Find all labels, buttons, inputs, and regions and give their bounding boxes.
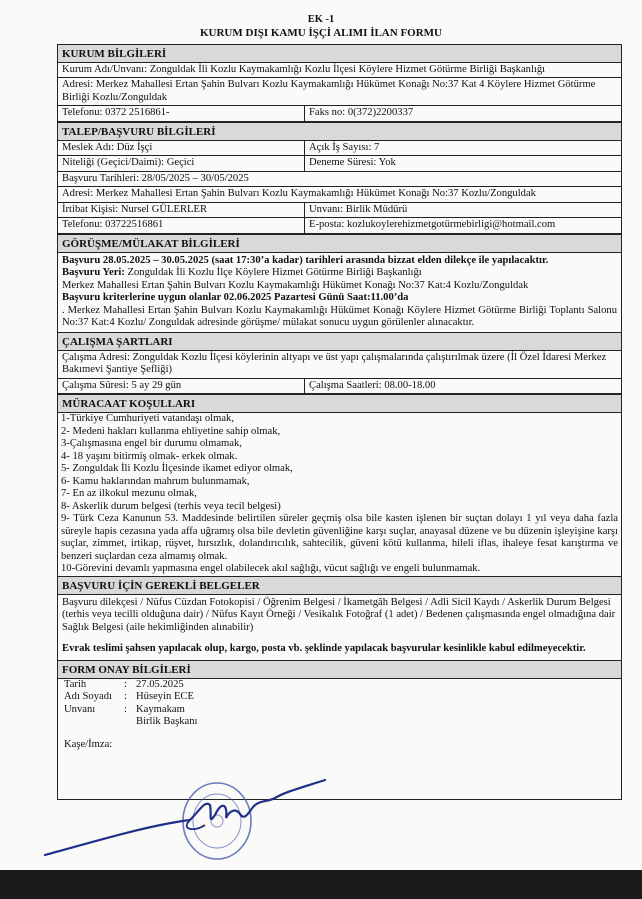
section-belgeler-heading: BAŞVURU İÇİN GEREKLİ BELGELER	[58, 576, 621, 595]
approver-title-2: Birlik Başkanı	[136, 716, 198, 728]
application-period: Başvuru 28.05.2025 – 30.05.2025 (saat 17:30’a kadar) tarihleri arasında bizzat elden dilekçe ile yapılacaktır.	[62, 254, 549, 266]
required-documents	[58, 595, 621, 660]
list-item: 8- Askerlik durum belgesi (terhis veya tecil belgesi)	[61, 500, 281, 512]
work-hours: Çalışma Saatleri: 08.00-18.00	[309, 379, 436, 391]
approver-title-1: Kaymakam	[136, 703, 185, 715]
list-item: 3-Çalışmasına engel bir durumu olmamak,	[61, 438, 242, 450]
section-gorusme-heading: GÖRÜŞME/MÜLAKAT BİLGİLERİ	[58, 234, 621, 253]
list-item: 10-Görevini devamlı yapmasına engel olabilecek akıl sağlığı, vücut sağlığı ve engeli bulunmamak.	[61, 563, 481, 575]
list-item: 4- 18 yaşını bitirmiş olmak- erkek olmak.	[61, 450, 238, 462]
date-label: Tarih	[64, 678, 87, 690]
interview-criteria: Başvuru kriterlerine uygun olanlar 02.06.2025 Pazartesi Günü Saat:11.00’da	[62, 292, 409, 304]
work-address: Çalışma Adresi: Zonguldak Kozlu İlçesi köylerinin altyapı ve üst yapı çalışmalarında çalıştırılmak üzere (İl Özel İdaresi Merkez Bakımevi Şantiye Şefliği)	[62, 351, 607, 376]
conditions-list	[58, 413, 621, 576]
list-item: 9- Türk Ceza Kanunun 53. Maddesinde belirtilen süreler geçmiş olsa bile kasten işlenen bir suçtan dolayı 1 yıl veya daha fazla süreyle hapis cezasına yada affa uğramış olsa bile devletin güvenliğine karşı suçlar, anayasal düzene ve bu düzenin işleyişine karşı suçlar, zimmet, irtikap, rüşvet, hırsızlık, dolandırıcılık, sahtecilik, güveni kötü kullanma, hileli iflas, ihaleye fesat karıştırma ve benzeri suçlardan ceza almamış olmak.	[61, 513, 618, 562]
contact-person: İrtibat Kişisi: Nursel GÜLERLER	[58, 203, 305, 218]
list-item: 1-Türkiye Cumhuriyeti vatandaşı olmak,	[61, 413, 234, 425]
list-item: 7- En az ilkokul mezunu olmak,	[61, 488, 197, 500]
signature-icon	[40, 770, 330, 865]
interview-info	[58, 253, 621, 332]
viewer-bottom-bar	[0, 870, 642, 899]
list-item: 2- Medeni hakları kullanma ehliyetine sahip olmak,	[61, 425, 281, 437]
section-onay-heading: FORM ONAY BİLGİLERİ	[58, 660, 621, 679]
open-positions: Açık İş Sayısı: 7	[309, 141, 380, 153]
application-address: Adresi: Merkez Mahallesi Ertan Şahin Bulvarı Kozlu Kaymakamlığı Hükümet Konağı No:37 Kozlu/Zonguldak	[62, 188, 536, 200]
application-place-address: Merkez Mahallesi Ertan Şahin Bulvarı Kozlu Kaymakamlığı Hükümet Konağı No:37 Kat:4 Kozlu/Zonguldak	[62, 279, 529, 291]
institution-name: Kurum Adı/Unvanı: Zonguldak İli Kozlu Kaymakamlığı Kozlu İlçesi Köylere Hizmet Götürme Birliği Başkanlığı	[62, 63, 546, 75]
trial-period: Deneme Süresi: Yok	[309, 157, 396, 169]
annex-label: EK -1	[307, 14, 335, 25]
section-kurum-heading: KURUM BİLGİLERİ	[58, 45, 621, 63]
interview-location: . Merkez Mahallesi Ertan Şahin Bulvarı Kozlu Kaymakamlığı Hükümet Konağı Köylere Hizmet Götürme Birliği Toplantı Salonu No:37 Kat:4 Kozlu/ Zonguldak adresinde görüşme/ mülakat sonucu uygun görülenler alınacaktır.	[62, 304, 617, 329]
delivery-note: Evrak teslimi şahsen yapılacak olup, kargo, posta vb. şeklinde yapılacak başvurular kesinlikle kabul edilmeyecektir.	[62, 643, 586, 655]
application-place: Başvuru Yeri: Zonguldak İli Kozlu İlçe Köylere Hizmet Götürme Birliği Başkanlığı	[62, 267, 422, 279]
institution-fax: Faks no: 0(372)2200337	[309, 107, 414, 119]
name-label: Adı Soyadı	[64, 691, 112, 703]
approver-name: Hüseyin ECE	[136, 691, 194, 703]
section-talep-heading: TALEP/BAŞVURU BİLGİLERİ	[58, 122, 621, 141]
approval-block: Tarih : 27.05.2025 Adı Soyadı : Hüseyin ECE Unvanı : Kaymakam Birlik Başkanı Kaşe/İmza:	[58, 679, 621, 799]
documents-text: Başvuru dilekçesi / Nüfus Cüzdan Fotokopisi / Öğrenim Belgesi / İkametgâh Belgesi / Adli Sicil Kaydı / Askerlik Durum Belgesi (terhis veya tecilli olduğuna dair) / Nüfus Kayıt Örneği / Vesikalık Fotoğraf (1 adet) / Bedenen çalışmasında engel olmadığına dair Sağlık Belgesi (aile hekimliğinden alınabilir)	[62, 596, 616, 633]
approval-date: 27.05.2025	[136, 678, 184, 690]
list-item: 5- Zonguldak İli Kozlu İlçesinde ikamet ediyor olmak,	[61, 463, 293, 475]
title-label: Unvanı	[64, 703, 96, 715]
application-dates: Başvuru Tarihleri: 28/05/2025 – 30/05/2025	[62, 172, 249, 184]
form-title: KURUM DIŞI KAMU İŞÇİ ALIMI İLAN FORMU	[199, 27, 442, 40]
job-title: Meslek Adı: Düz İşçi	[58, 141, 305, 156]
work-duration: Çalışma Süresi: 5 ay 29 gün	[58, 379, 305, 394]
job-nature: Niteliği (Geçici/Daimi): Geçici	[58, 156, 305, 171]
institution-phone: Telefonu: 0372 2516861-	[58, 106, 305, 121]
contact-title: Unvanı: Birlik Müdürü	[309, 203, 408, 215]
section-calisma-heading: ÇALIŞMA ŞARTLARI	[58, 332, 621, 351]
contact-phone: Telefonu: 03722516861	[58, 218, 305, 233]
section-muracaat-heading: MÜRACAAT KOŞULLARI	[58, 394, 621, 413]
stamp-signature-label: Kaşe/İmza:	[64, 738, 113, 750]
institution-address: Adresi: Merkez Mahallesi Ertan Şahin Bulvarı Kozlu Kaymakamlığı Hükümet Konağı No:37 Kat 4 Köylere Hizmet Götürme Birliği Kozlu/Zonguldak	[62, 79, 596, 103]
contact-email: E-posta: kozlukoylerehizmetgotürmebirligi@hotmail.com	[309, 219, 556, 231]
list-item: 6- Kamu haklarından mahrum bulunmamak,	[61, 475, 250, 487]
announcement-form	[57, 44, 622, 800]
